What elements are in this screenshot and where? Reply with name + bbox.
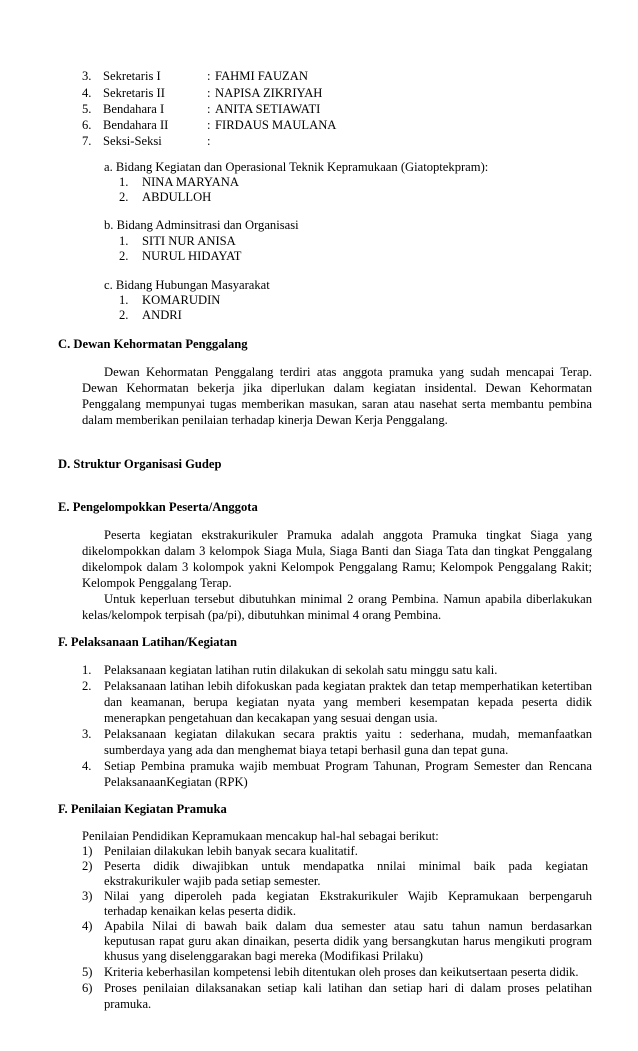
list-num: 2. (82, 679, 92, 693)
officer-name: FAHMI FAUZAN (215, 69, 308, 83)
list-item-line: Kriteria keberhasilan kompetensi lebih ditentukan oleh proses dan keikutsertaan peserta didik. (104, 965, 579, 979)
officer-sep: : (207, 134, 211, 148)
officer-role: Seksi-Seksi (103, 134, 162, 148)
officer-num: 7. (82, 134, 92, 148)
list-item-line: terhadap kenaikan kelas peserta didik. (104, 904, 296, 918)
member-num: 2. (119, 249, 129, 263)
officer-role: Bendahara I (103, 102, 165, 116)
list-item-line: sumberdaya yang ada dan menghemat biaya tetapi berhasil guna dan tepat guna. (104, 743, 509, 757)
list-num: 1. (82, 663, 92, 677)
paragraph-line: Untuk keperluan tersebut dibutuhkan minimal 2 orang Pembina. Namun apabila diberlakukan (104, 592, 592, 606)
list-item-line: keputusan rapat guru akan dinaikan, peserta didik yang bersangkutan harus mengikuti program (104, 934, 592, 948)
section-heading: E. Pengelompokkan Peserta/Anggota (58, 500, 258, 514)
list-num: 1) (82, 844, 93, 858)
list-item-line: Proses penilaian dilaksanakan setiap kali latihan dan setiap hari di dalam proses pelatihan (104, 981, 592, 995)
list-item-line: Penilaian dilakukan lebih banyak secara kualitatif. (104, 844, 358, 858)
paragraph-line: kelas/kelompok terpisah (pa/pi), dibutuhkan minimal 4 orang Pembina. (82, 608, 442, 622)
paragraph-line: Dewan Kehormatan bekerja jika diperlukan dalam kegiatan insidental. Dewan Kehormatan (82, 381, 592, 395)
officer-num: 3. (82, 69, 92, 83)
list-item-line: PelaksanaanKegiatan (RPK) (104, 775, 248, 789)
list-item-line: Pelaksanaan kegiatan dilakukan secara praktis yaitu : sederhana, mudah, memanfaatkan (104, 727, 592, 741)
bidang-label: b. Bidang Adminsitrasi dan Organisasi (104, 218, 299, 232)
list-item-line: Peserta didik diwajibkan untuk mendapatka nnilai minimal baik pada kegiatan (104, 859, 588, 873)
list-item-line: menerapkan pengetahuan dan kecakapan yang sesuai dengan usia. (104, 711, 438, 725)
paragraph-line: dalam memberikan penilaian terhadap kinerja Dewan Kerja Penggalang. (82, 413, 448, 427)
officer-name: ANITA SETIAWATI (215, 102, 321, 116)
list-item-line: Pelaksanaan kegiatan latihan rutin dilakukan di sekolah satu minggu satu kali. (104, 663, 498, 677)
list-item-line: dan keamanan, berupa kegiatan nyata yang memberi kesempatan kepada peserta didik (104, 695, 592, 709)
list-num: 2) (82, 859, 93, 873)
member-name: SITI NUR ANISA (142, 234, 236, 248)
member-num: 1. (119, 234, 129, 248)
section-heading: D. Struktur Organisasi Gudep (58, 457, 222, 471)
list-num: 3. (82, 727, 92, 741)
list-item-line: Nilai yang diperoleh pada kegiatan Ekstrakurikuler Wajib Kepramukaan berpengaruh (104, 889, 592, 903)
list-num: 4) (82, 919, 93, 933)
officer-role: Sekretaris I (103, 69, 161, 83)
paragraph-line: Dewan Kehormatan Penggalang terdiri atas anggota pramuka yang sudah mencapai Terap. (104, 365, 592, 379)
bidang-label: a. Bidang Kegiatan dan Operasional Teknik Kepramukaan (Giatoptekpram): (104, 160, 489, 174)
section-heading: F. Penilaian Kegiatan Pramuka (58, 802, 227, 816)
member-name: KOMARUDIN (142, 293, 221, 307)
section-heading: F. Pelaksanaan Latihan/Kegiatan (58, 635, 238, 649)
officer-name: NAPISA ZIKRIYAH (215, 86, 323, 100)
member-name: ANDRI (142, 308, 182, 322)
officer-name: FIRDAUS MAULANA (215, 118, 337, 132)
officer-sep: : (207, 102, 211, 116)
list-item-line: Apabila Nilai di bawah baik dalam dua semester atau satu tahun namun berdasarkan (104, 919, 592, 933)
officer-role: Sekretaris II (103, 86, 165, 100)
officer-sep: : (207, 118, 211, 132)
list-item-line: pramuka. (104, 997, 152, 1011)
member-name: NINA MARYANA (142, 175, 239, 189)
officer-num: 5. (82, 102, 92, 116)
list-item-line: Pelaksanaan latihan lebih difokuskan pada kegiatan praktek dan tetap memperhatikan ketertiban (104, 679, 592, 693)
list-num: 3) (82, 889, 93, 903)
paragraph-line: Penggalang mempunyai tugas memberikan masukan, saran atau nasehat serta membantu pembina (82, 397, 592, 411)
list-num: 6) (82, 981, 93, 995)
officer-num: 6. (82, 118, 92, 132)
paragraph-line: Kelompok Penggalang Terap. (82, 576, 232, 590)
officer-role: Bendahara II (103, 118, 169, 132)
officer-num: 4. (82, 86, 92, 100)
list-num: 4. (82, 759, 92, 773)
section-heading: C. Dewan Kehormatan Penggalang (58, 337, 248, 351)
member-num: 1. (119, 175, 129, 189)
member-num: 2. (119, 190, 129, 204)
member-name: ABDULLOH (142, 190, 212, 204)
paragraph-line: dikelompok dalam 3 kolompok yakni Kelompok Penggalang Ramu; Kelompok Penggalang Rakit; (82, 560, 592, 574)
member-name: NURUL HIDAYAT (142, 249, 242, 263)
paragraph-line: dikelompokkan dalam 3 kelompok Siaga Mula, Siaga Banti dan Siaga Tata dan tingkat Penggalang (82, 544, 592, 558)
list-item-line: khusus yang diselenggarakan bagi mereka (Modifikasi Prilaku) (104, 949, 423, 963)
paragraph-line: Peserta kegiatan ekstrakurikuler Pramuka adalah anggota Pramuka tingkat Siaga yang (104, 528, 592, 542)
list-item-line: ekstrakurikuler wajib pada setiap semester. (104, 874, 321, 888)
officer-sep: : (207, 69, 211, 83)
list-item-line: Setiap Pembina pramuka wajib membuat Program Tahunan, Program Semester dan Rencana (104, 759, 592, 773)
bidang-label: c. Bidang Hubungan Masyarakat (104, 278, 270, 292)
member-num: 1. (119, 293, 129, 307)
officer-sep: : (207, 86, 211, 100)
member-num: 2. (119, 308, 129, 322)
list-num: 5) (82, 965, 93, 979)
intro-line: Penilaian Pendidikan Kepramukaan mencakup hal-hal sebagai berikut: (82, 829, 439, 843)
